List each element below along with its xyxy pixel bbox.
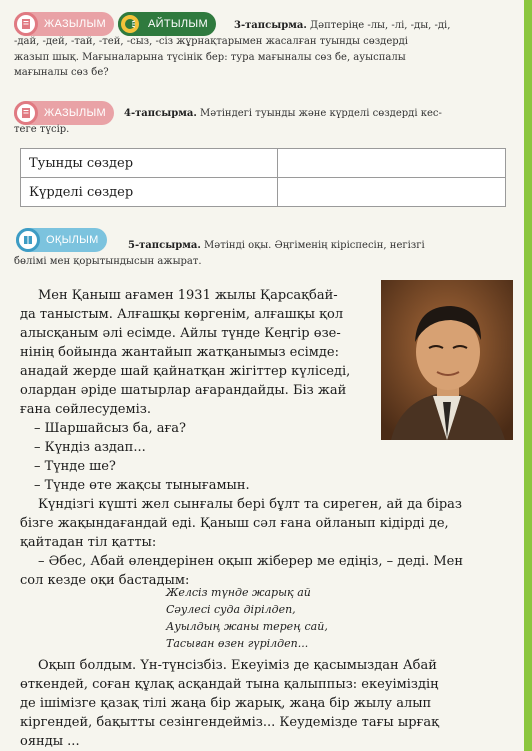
writing-badge-2: ЖАЗЫЛЫМ [14, 101, 114, 125]
table-cell-answer[interactable] [278, 178, 506, 207]
writing-badge: ЖАЗЫЛЫМ [14, 12, 114, 36]
table-cell-label: Туынды сөздер [21, 149, 278, 178]
book-icon [16, 228, 40, 252]
task5-badge-wrap [16, 228, 107, 252]
task3-badges [14, 12, 216, 36]
dialog-lines: – Шаршайсыз ба, аға? – Күндіз аздап... – Түнде ше? – Түнде өте жақсы тынығамын. [34, 421, 250, 493]
portrait-photo [381, 280, 513, 440]
poem: Желсіз түнде жарық ай Сәулесі суда дірілдеп, Ауылдың жаны терең сай, Тасыған өзен гүрілдеп... [166, 586, 328, 650]
paragraph-1: Мен Қаныш ағамен 1931 жылы Қарсақбай- да таныстым. Алғашқы көргенім, алғашқы қол алысқаным әлі есімде. Айлы түнде Кеңгір өзе- нінің бойында жантайып жатқанымыз есімде: анадай жерде шай қайнатқан жігіттер күліседі, олардан әріде шатырлар ағарандайды. Біз жай ғана сөйлесудеміз. [20, 288, 351, 417]
task5-text-cont: бөлімі мен қорытындысын ажырат. [14, 256, 202, 267]
paragraph-2: Күндізгі күшті жел сынғалы бері бұлт та сиреген, ай да біраз бізге жақындағандай еді. Қаныш сәл ғана ойланып кідірді де, қайтадан тіл қатты: – Әбес, Абай өлеңдерінен оқып жіберер ме едіңіз, – деді. Мен сол кезде оқи бастадым: [20, 497, 464, 588]
task5-text: 5-тапсырма. Мәтінді оқы. Әңгіменің кіріспесін, негізгі [128, 240, 425, 251]
page-edge-strip [524, 0, 532, 751]
task4-text-cont: теге түсір. [14, 124, 70, 135]
word-table [20, 148, 506, 207]
task3-body: -дай, -дей, -тай, -тей, -сыз, -сіз жұрнақтарымен жасалған туынды сөздерді жазып шық. Мағыналарына түсінік бер: тура мағыналы сөз бе, ауыспалы мағыналы сөз бе? [14, 36, 408, 78]
reading-badge: ОҚЫЛЫМ [16, 228, 107, 252]
table-row [21, 178, 506, 207]
speaking-head-icon [118, 12, 142, 36]
table-cell-answer[interactable] [278, 149, 506, 178]
paragraph-3: Оқып болдым. Үн-түнсізбіз. Екеуіміз де қасымыздан Абай өткендей, соған құлақ асқандай тына қалыппыз: екеуіміздің де ішімізге қазақ тілі жаңа бір жарық, жаңа бір жылу алып кіргендей, бақытты сезінгендейміз... Кеудемізде тағы ырғақ оянды ... [20, 658, 439, 749]
task4-text: 4-тапсырма. Мәтіндегі туынды және күрделі сөздерді кес- [124, 108, 442, 119]
speaking-badge: АЙТЫЛЫМ [118, 12, 216, 36]
table-cell-label: Күрделі сөздер [21, 178, 278, 207]
task3-first-line: 3-тапсырма. Дәптеріңе -лы, -лі, -ды, -ді, [234, 20, 451, 31]
notebook-icon [14, 12, 38, 36]
table-row [21, 149, 506, 178]
